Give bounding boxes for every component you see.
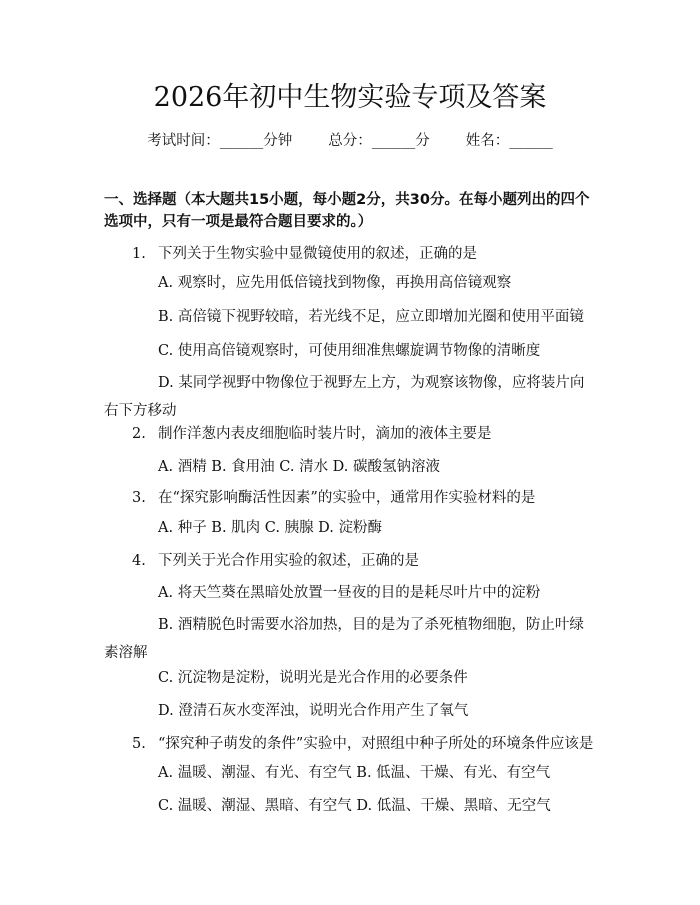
options-line-1: A. 温暖、潮湿、有光、有空气 B. 低温、干燥、有光、有空气 bbox=[158, 765, 551, 781]
option-c: C. 使用高倍镜观察时，可使用细准焦螺旋调节物像的清晰度 bbox=[158, 343, 541, 359]
question-stem: 制作洋葱内表皮细胞临时装片时，滴加的液体主要是 bbox=[158, 426, 492, 442]
option-a: A. 将天竺葵在黑暗处放置一昼夜的目的是耗尽叶片中的淀粉 bbox=[158, 585, 541, 601]
page-title: 2026年初中生物实验专项及答案 bbox=[153, 82, 547, 113]
option-a: A. 观察时，应先用低倍镜找到物像，再换用高倍镜观察 bbox=[158, 275, 512, 291]
exam-time-field: 考试时间：______分钟 bbox=[147, 133, 293, 149]
total-score-field: 总分：______分 bbox=[328, 133, 430, 149]
option-c: C. 沉淀物是淀粉，说明光是光合作用的必要条件 bbox=[158, 670, 468, 686]
option-b: B. 高倍镜下视野较暗，若光线不足，应立即增加光圈和使用平面镜 bbox=[158, 309, 584, 325]
student-name-field: 姓名：______ bbox=[465, 133, 553, 149]
question-number: 5. bbox=[132, 736, 146, 752]
question-stem: 下列关于生物实验中显微镜使用的叙述，正确的是 bbox=[158, 246, 477, 262]
question-number: 2. bbox=[132, 426, 146, 442]
options-line: A. 种子 B. 肌肉 C. 胰腺 D. 淀粉酶 bbox=[158, 520, 383, 536]
exam-meta bbox=[0, 130, 700, 152]
question-stem: “探究种子萌发的条件”实验中，对照组中种子所处的环境条件应该是 bbox=[158, 736, 594, 752]
section-heading: 一、选择题（本大题共15小题，每小题2分，共30分。在每小题列出的四个选项中，只有一项是最符合题目要求的。） bbox=[104, 192, 590, 230]
question-number: 4. bbox=[132, 553, 146, 569]
option-b: B. 酒精脱色时需要水浴加热，目的是为了杀死植物细胞，防止叶绿素溶解 bbox=[104, 617, 584, 661]
option-d: D. 某同学视野中物像位于视野左上方，为观察该物像，应将装片向右下方移动 bbox=[104, 375, 585, 419]
question-number: 1. bbox=[132, 246, 146, 262]
question-number: 3. bbox=[132, 490, 146, 506]
option-d: D. 澄清石灰水变浑浊，说明光合作用产生了氧气 bbox=[158, 703, 469, 719]
question-stem: 在“探究影响酶活性因素”的实验中，通常用作实验材料的是 bbox=[158, 490, 536, 506]
options-line-2: C. 温暖、潮湿、黑暗、有空气 D. 低温、干燥、黑暗、无空气 bbox=[158, 798, 551, 814]
question-stem: 下列关于光合作用实验的叙述，正确的是 bbox=[158, 553, 419, 569]
options-line: A. 酒精 B. 食用油 C. 清水 D. 碳酸氢钠溶液 bbox=[158, 459, 441, 475]
